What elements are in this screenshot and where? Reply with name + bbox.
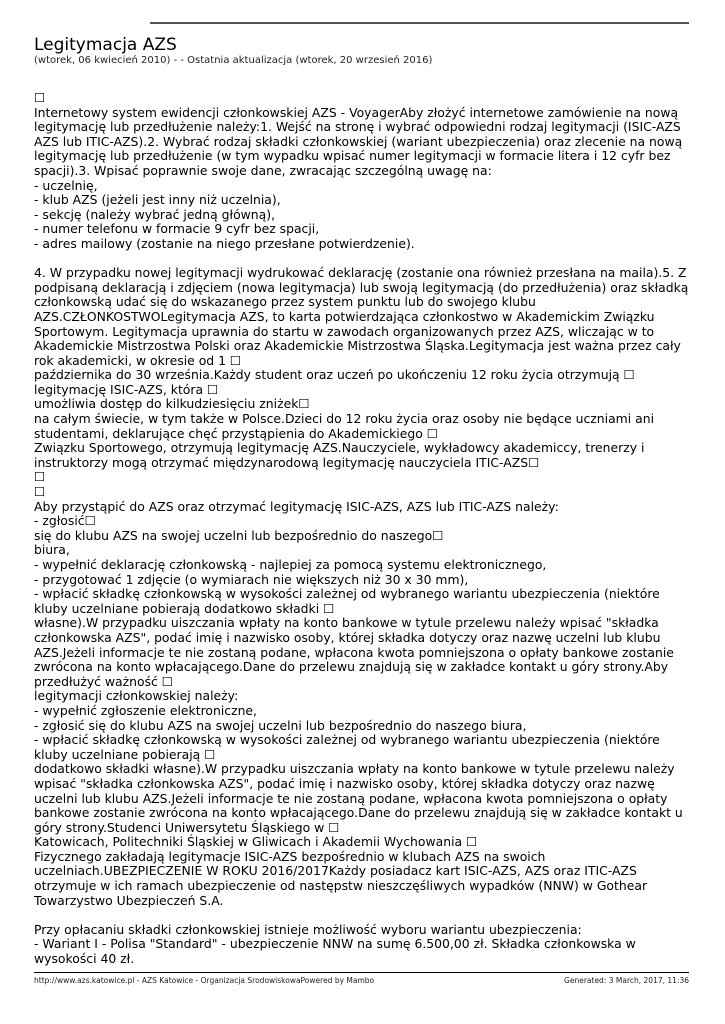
text-line: - wpłacić składkę członkowską w wysokości zależnej od wybranego wariantu ubezpieczenia (niektóre	[34, 586, 660, 602]
text-line: - sekcję (należy wybrać jedną główną),	[34, 206, 276, 222]
text-line: ☐	[34, 469, 46, 485]
text-line: instruktorzy mogą otrzymać międzynarodową legitymację nauczyciela ITIC-AZS☐	[34, 454, 540, 470]
text-line: - wypełnić zgłoszenie elektroniczne,	[34, 702, 257, 718]
text-line: AZS lub ITIC-AZS).2. Wybrać rodzaj składki członkowskiej (wariant ubezpieczenia) oraz zlecenie na nową	[34, 133, 683, 149]
text-line: góry strony.Studenci Uniwersytetu Śląskiego w ☐	[34, 819, 340, 835]
text-line: rok akademicki, w okresie od 1 ☐	[34, 352, 242, 368]
text-line: członkowską udać się do wskazanego przez system punktu lub do swojego klubu	[34, 294, 536, 310]
text-line: - zgłosić się do klubu AZS na swojej uczelni lub bezpośrednio do naszego biura,	[34, 717, 527, 733]
text-line: - klub AZS (jeżeli jest inny niż uczelnia),	[34, 192, 281, 208]
text-line: ☐	[34, 484, 46, 500]
text-line: - uczelnię,	[34, 177, 98, 193]
text-line: się do klubu AZS na swojej uczelni lub bezpośrednio do naszego☐	[34, 527, 444, 543]
text-line: - wypełnić deklarację członkowską - najlepiej za pomocą systemu elektronicznego,	[34, 557, 547, 572]
text-line: - Wariant I - Polisa "Standard" - ubezpieczenie NNW na sumę 6.500,00 zł. Składka członkowska w	[34, 936, 636, 952]
page-dates: (wtorek, 06 kwiecień 2010) - - Ostatnia aktualizacja (wtorek, 20 wrzesień 2016)	[34, 55, 433, 66]
text-line: Fizycznego zakładają legitymacje ISIC-AZS bezpośrednio w klubach AZS na swoich	[34, 848, 546, 864]
text-line: uczelniach.UBEZPIECZENIE W ROKU 2016/2017Każdy posiadacz kart ISIC-AZS, AZS oraz ITIC-AZS	[34, 863, 637, 879]
text-line: studentami, deklarujące chęć przystąpienia do Akademickiego ☐	[34, 425, 438, 441]
footer-url: http://www.azs.katowice.pl - AZS Katowice - Organizacja SrodowiskowaPowered by Mambo	[34, 976, 375, 985]
text-line: wysokości 40 zł.	[34, 951, 135, 967]
text-line: legitymację lub przedłużenie należy:1. Wejść na stronę i wybrać odpowiedni rodzaj legitymacji (ISIC-AZS	[34, 119, 681, 135]
text-line: członkowska AZS", podać imię i nazwisko osoby, której składka dotyczy oraz nazwę uczelni lub klubu	[34, 629, 661, 645]
text-line: Akademickie Mistrzostwa Polski oraz Akademickie Mistrzostwa Śląska.Legitymacja jest ważna przez cały	[34, 338, 681, 354]
text-line: przedłużyć ważność ☐	[34, 673, 173, 689]
text-line: AZS.CZŁONKOSTWOLegitymacja AZS, to karta potwierdzająca członkostwo w Akademickim Związku	[34, 308, 655, 324]
text-line: - przygotować 1 zdjęcie (o wymiarach nie większych niż 30 x 30 mm),	[34, 571, 469, 587]
text-line: - wpłacić składkę członkowską w wysokości zależnej od wybranego wariantu ubezpieczenia (niektóre	[34, 732, 660, 748]
text-line	[34, 908, 689, 923]
text-line: Związku Sportowego, otrzymują legitymację AZS.Nauczyciele, wykładowcy akademiccy, trenerzy i	[34, 440, 645, 456]
text-line: Internetowy system ewidencji członkowskiej AZS - VoyagerAby złożyć internetowe zamówienie na nową	[34, 104, 679, 120]
text-line: na całym świecie, w tym także w Polsce.Dzieci do 12 roku życia oraz osoby nie będące uczniami ani	[34, 411, 655, 427]
text-line: Sportowym. Legitymacja uprawnia do startu w zawodach organizowanych przez AZS, wliczając w to	[34, 323, 655, 339]
text-line	[34, 252, 689, 267]
text-line: - adres mailowy (zostanie na niego przesłane potwierdzenie).	[34, 235, 415, 251]
text-line: Aby przystąpić do AZS oraz otrzymać legitymację ISIC-AZS, AZS lub ITIC-AZS należy:	[34, 498, 559, 514]
text-line: otrzymuje w ich ramach ubezpieczenie od następstw nieszczęśliwych wypadków (NNW) w Gothear	[34, 878, 648, 894]
text-line: kluby uczelniane pobierają dodatkowo składki ☐	[34, 600, 335, 616]
text-line: Przy opłacaniu składki członkowskiej istnieje możliwość wyboru wariantu ubezpieczenia:	[34, 921, 582, 937]
text-line: kluby uczelniane pobierają ☐	[34, 746, 216, 762]
text-line: uczelni lub klubu AZS.Jeżeli informacje te nie zostaną podane, wpłacona kwota pomniejszona o opłaty	[34, 790, 668, 806]
footer-generated: Generated: 3 March, 2017, 11:36	[564, 976, 689, 985]
text-line: legitymację ISIC-AZS, która ☐	[34, 381, 219, 397]
text-line: bankowe zostanie zwrócona na konto wpłacającego.Dane do przelewu znajdują się w zakładce kontakt u	[34, 805, 683, 821]
text-line: dodatkowo składki własne).W przypadku uiszczania wpłaty na konto bankowe w tytule przelewu należy	[34, 761, 675, 777]
text-line: własne).W przypadku uiszczania wpłaty na konto bankowe w tytule przelewu należy wpisać "składka	[34, 615, 659, 631]
article-body	[34, 91, 689, 967]
text-line: umożliwia dostęp do kilkudziesięciu zniżek☐	[34, 396, 310, 412]
text-line: - zgłosić☐	[34, 513, 96, 529]
text-line: Towarzystwo Ubezpieczeń S.A.	[34, 892, 224, 908]
text-line: zwrócona na konto wpłacającego.Dane do przelewu znajdują się w zakładce kontakt u góry strony.Aby	[34, 659, 669, 675]
header-rule	[150, 22, 689, 24]
text-line: - numer telefonu w formacie 9 cyfr bez spacji,	[34, 221, 320, 237]
text-line: podpisaną deklaracją i zdjęciem (nowa legitymacja) lub swoją legitymacją (do przedłużenia) oraz składką	[34, 279, 689, 295]
text-line: legitymacji członkowskiej należy:	[34, 688, 239, 704]
text-line: AZS.Jeżeli informacje te nie zostaną podane, wpłacona kwota pomniejszona o opłaty bankowe zostanie	[34, 644, 674, 660]
text-line: legitymację lub przedłużenie (w tym wypadku wpisać numer legitymacji w formacie litera i 12 cyfr bez	[34, 148, 671, 164]
footer-rule	[34, 972, 689, 973]
text-line: 4. W przypadku nowej legitymacji wydrukować deklarację (zostanie ona również przesłana na maila).5. Z	[34, 265, 687, 281]
text-line: spacji).3. Wpisać poprawnie swoje dane, zwracając szczególną uwagę na:	[34, 162, 492, 178]
text-line: ☐	[34, 90, 46, 105]
text-line: biura,	[34, 542, 70, 558]
text-line: wpisać "składka członkowska AZS", podać imię i nazwisko osoby, której składka dotyczy oraz nazwę	[34, 775, 655, 791]
page-title: Legitymacja AZS	[34, 35, 177, 55]
text-line: Katowicach, Politechniki Śląskiej w Gliwicach i Akademii Wychowania ☐	[34, 834, 478, 850]
text-line: października do 30 września.Każdy student oraz uczeń po ukończeniu 12 roku życia otrzymują ☐	[34, 367, 635, 383]
